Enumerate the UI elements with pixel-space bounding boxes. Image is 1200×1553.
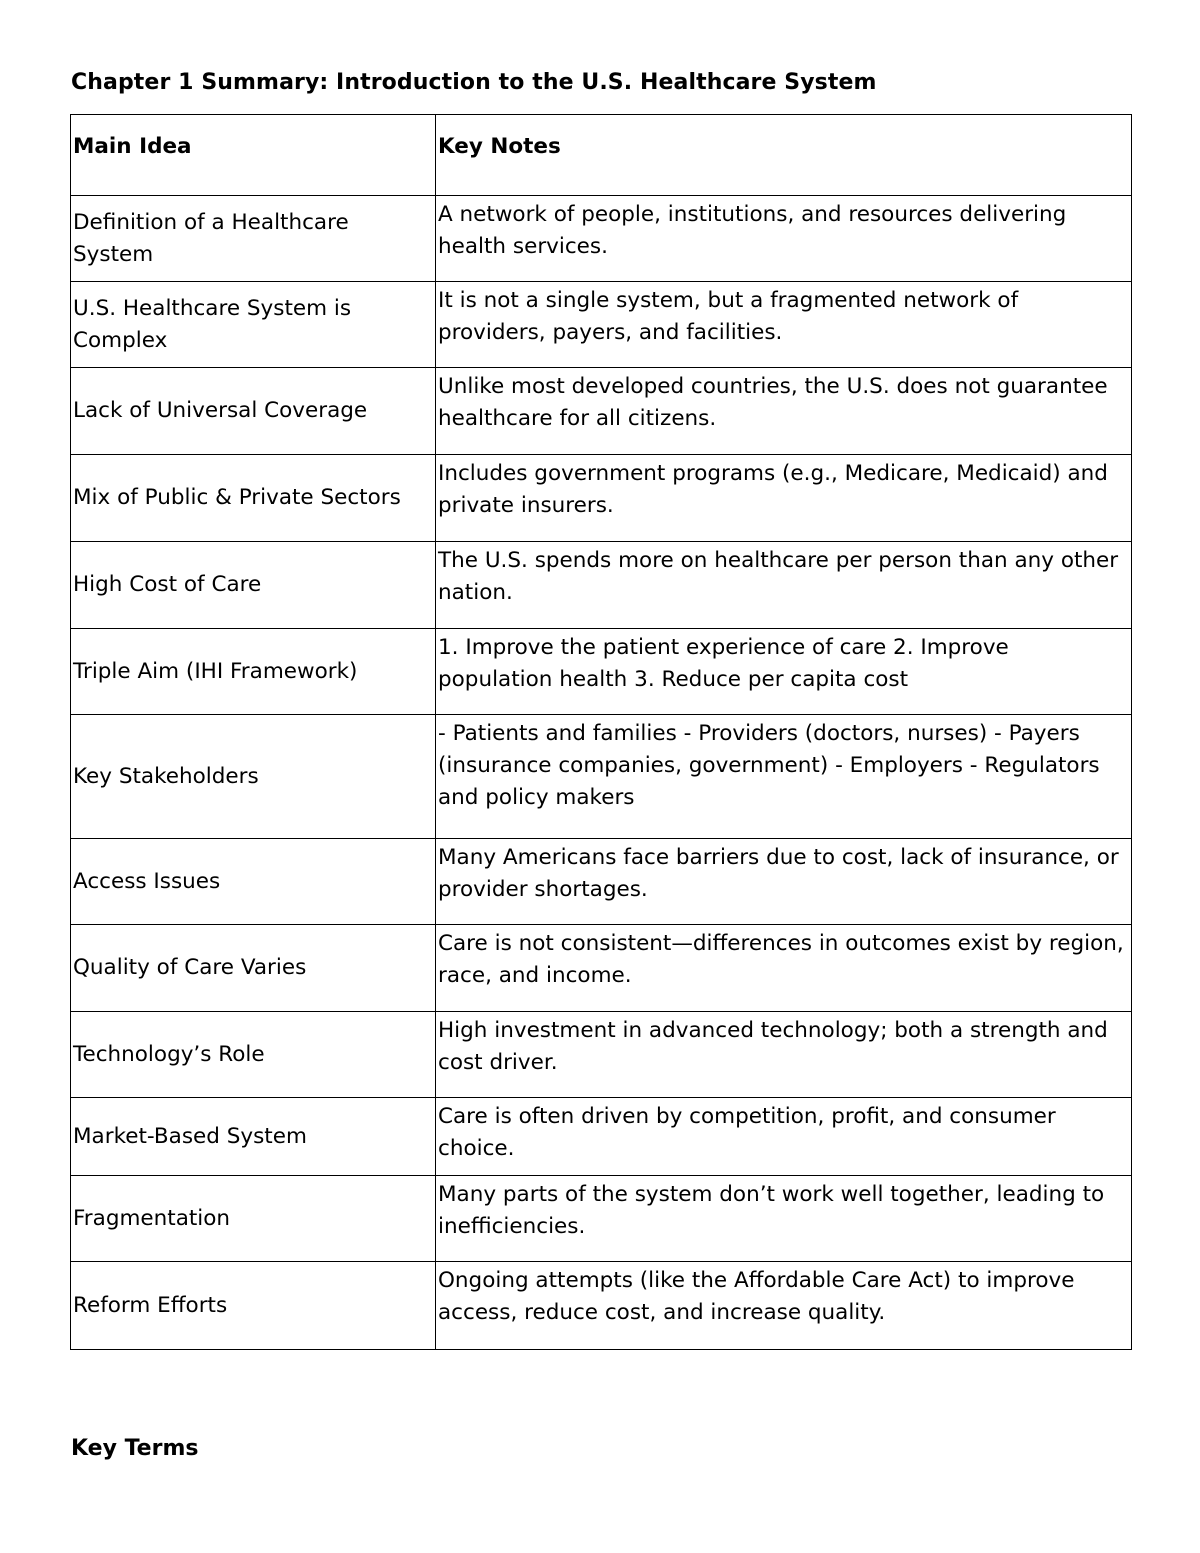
key-notes-cell: Care is not consistent—differences in outcomes exist by region, race, and income.	[436, 925, 1132, 1012]
table-row	[71, 1262, 1132, 1350]
column-header-main-idea: Main Idea	[71, 115, 436, 196]
table-row	[71, 1098, 1132, 1176]
main-idea-cell: Mix of Public & Private Sectors	[71, 455, 436, 542]
key-notes-cell: It is not a single system, but a fragmented network of providers, payers, and facilities.	[436, 282, 1132, 368]
key-notes-cell: - Patients and families - Providers (doctors, nurses) - Payers (insurance companies, government) - Employers - Regulators and policy makers	[436, 715, 1132, 839]
main-idea-cell: High Cost of Care	[71, 542, 436, 629]
key-notes-cell: Ongoing attempts (like the Affordable Care Act) to improve access, reduce cost, and increase quality.	[436, 1262, 1132, 1350]
table-row	[71, 1012, 1132, 1098]
main-idea-cell: Quality of Care Varies	[71, 925, 436, 1012]
page-title: Chapter 1 Summary: Introduction to the U.S. Healthcare System	[71, 70, 877, 95]
main-idea-cell: Technology’s Role	[71, 1012, 436, 1098]
table-row	[71, 629, 1132, 715]
table-header-row	[71, 115, 1132, 196]
main-idea-cell: Lack of Universal Coverage	[71, 368, 436, 455]
table-row	[71, 455, 1132, 542]
table-row	[71, 1176, 1132, 1262]
table-row	[71, 282, 1132, 368]
table-row	[71, 542, 1132, 629]
key-notes-cell: Many Americans face barriers due to cost, lack of insurance, or provider shortages.	[436, 839, 1132, 925]
main-idea-cell: Reform Efforts	[71, 1262, 436, 1350]
main-idea-cell: Access Issues	[71, 839, 436, 925]
main-idea-cell: Market-Based System	[71, 1098, 436, 1176]
key-notes-cell: Care is often driven by competition, profit, and consumer choice.	[436, 1098, 1132, 1176]
table-row	[71, 368, 1132, 455]
table-row	[71, 839, 1132, 925]
key-notes-cell: Unlike most developed countries, the U.S. does not guarantee healthcare for all citizens.	[436, 368, 1132, 455]
column-header-key-notes: Key Notes	[436, 115, 1132, 196]
main-idea-cell: U.S. Healthcare System is Complex	[71, 282, 436, 368]
key-notes-cell: The U.S. spends more on healthcare per person than any other nation.	[436, 542, 1132, 629]
key-terms-heading: Key Terms	[71, 1436, 199, 1461]
main-idea-cell: Key Stakeholders	[71, 715, 436, 839]
main-idea-cell: Definition of a Healthcare System	[71, 196, 436, 282]
main-idea-cell: Fragmentation	[71, 1176, 436, 1262]
summary-table	[70, 114, 1132, 1350]
table-row	[71, 925, 1132, 1012]
key-notes-cell: High investment in advanced technology; both a strength and cost driver.	[436, 1012, 1132, 1098]
key-notes-cell: Includes government programs (e.g., Medicare, Medicaid) and private insurers.	[436, 455, 1132, 542]
key-notes-cell: 1. Improve the patient experience of care 2. Improve population health 3. Reduce per capita cost	[436, 629, 1132, 715]
main-idea-cell: Triple Aim (IHI Framework)	[71, 629, 436, 715]
key-notes-cell: Many parts of the system don’t work well together, leading to inefficiencies.	[436, 1176, 1132, 1262]
table-row	[71, 196, 1132, 282]
table-row	[71, 715, 1132, 839]
key-notes-cell: A network of people, institutions, and resources delivering health services.	[436, 196, 1132, 282]
